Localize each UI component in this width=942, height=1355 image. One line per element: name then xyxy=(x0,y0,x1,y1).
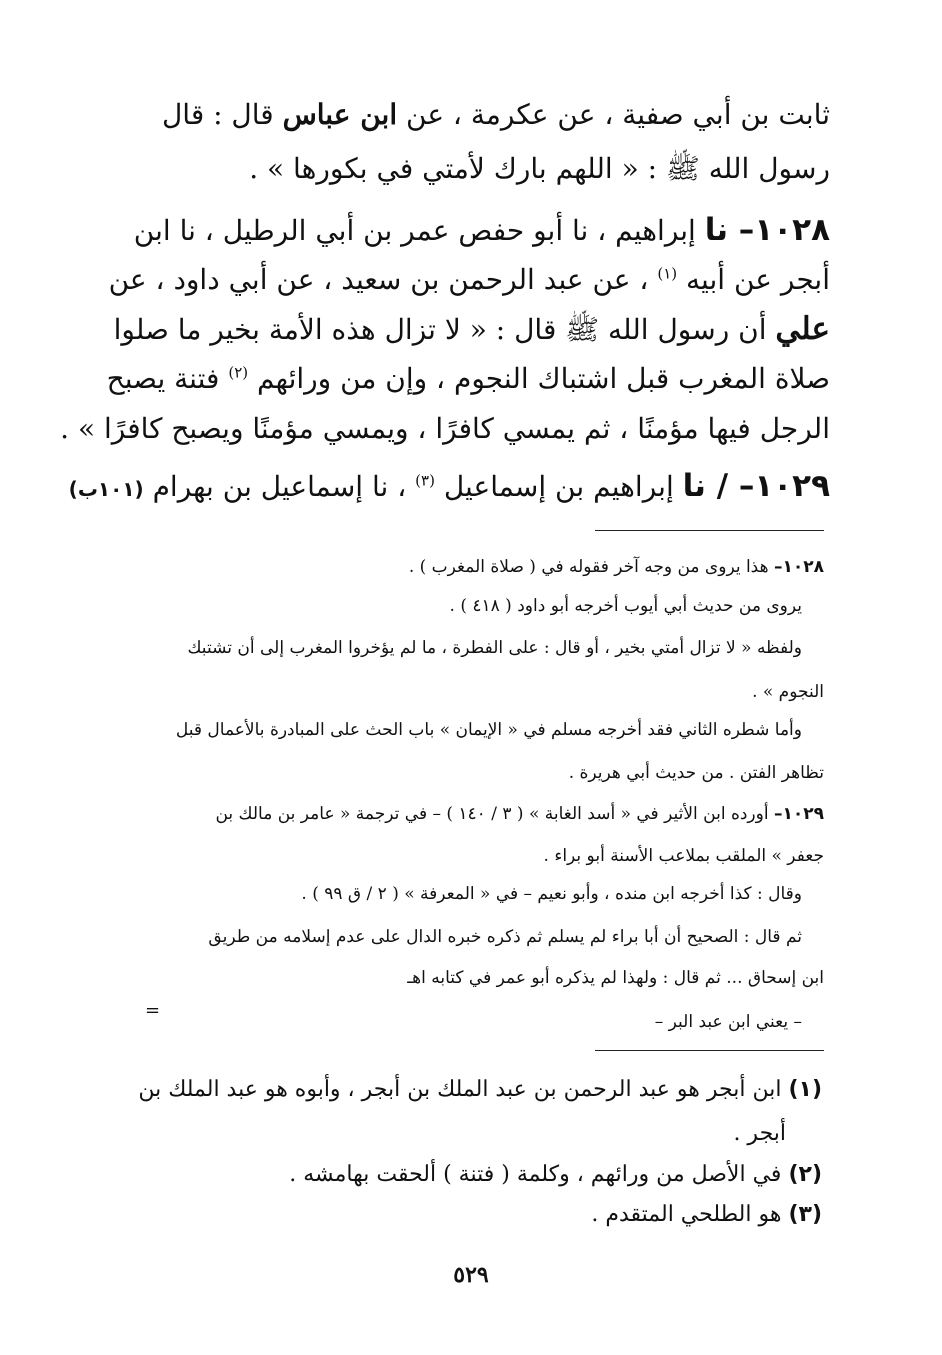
footnotes-divider xyxy=(595,1050,824,1051)
note-line: النجوم » . xyxy=(752,682,824,702)
hadith-1028-heading: ١٠٢٨– نا إبراهيم ، نا أبو حفص عمر بن أبي الرطيل ، نا ابن xyxy=(133,212,830,248)
page-number: ٥٢٩ xyxy=(453,1262,489,1288)
notes-divider xyxy=(595,530,824,531)
note-line: ١٠٢٩– أورده ابن الأثير في « أسد الغابة » ( ٣ / ١٤٠ ) – في ترجمة « عامر بن مالك بن xyxy=(215,804,824,824)
narrator-ibn-abbas: ابن عباس xyxy=(282,98,398,131)
manuscript-folio-marker: (١٠١ب) xyxy=(68,477,144,501)
footnote-3: (٣) هو الطلحي المتقدم . xyxy=(591,1202,822,1227)
note-line: ثم قال : الصحيح أن أبا براء لم يسلم ثم ذكره خبره الدال على عدم إسلامه من طريق xyxy=(208,927,802,947)
main-line-2: رسول الله ﷺ : « اللهم بارك لأمتي في بكورها » . xyxy=(249,152,830,185)
footnote-1-cont: أبجر . xyxy=(733,1121,786,1146)
margin-mark: = xyxy=(145,1000,161,1021)
note-line: يروى من حديث أبي أيوب أخرجه أبو داود ( ٤١٨ ) . xyxy=(449,596,802,616)
main-line-7: الرجل فيها مؤمنًا ، ثم يمسي كافرًا ، ويمسي مؤمنًا ويصبح كافرًا » . xyxy=(60,412,830,445)
footnote-ref-3[interactable]: (٣) xyxy=(415,471,435,490)
hadith-number-1029: ١٠٢٩– / نا xyxy=(682,468,830,504)
note-line: وأما شطره الثاني فقد أخرجه مسلم في « الإيمان » باب الحث على المبادرة بالأعمال قبل xyxy=(175,720,802,740)
hadith-1029-heading: ١٠٢٩– / نا إبراهيم بن إسماعيل $^{(٣)}$ ، نا إسماعيل بن بهرام (١٠١ب) xyxy=(68,468,830,504)
footnote-ref-2[interactable]: (٢) xyxy=(228,363,249,382)
note-line: وقال : كذا أخرجه ابن منده ، وأبو نعيم – في « المعرفة » ( ٢ / ق ٩٩ ) . xyxy=(301,884,802,904)
main-line-1: ثابت بن أبي صفية ، عن عكرمة ، عن ابن عباس قال : قال xyxy=(161,98,830,131)
footnote-1: (١) ابن أبجر هو عبد الرحمن بن عبد الملك بن أبجر ، وأبوه هو عبد الملك بن xyxy=(138,1077,822,1102)
main-line-4: أبجر عن أبيه $^{(١)}$ ، عن عبد الرحمن بن سعيد ، عن أبي داود ، عن xyxy=(108,263,830,296)
footnote-ref-1[interactable]: (١) xyxy=(657,264,678,283)
note-line: ولفظه « لا تزال أمتي بخير ، أو قال : على الفطرة ، ما لم يؤخروا المغرب إلى أن تشتبك xyxy=(187,638,802,658)
note-line: ١٠٢٨– هذا يروى من وجه آخر فقوله في ( صلاة المغرب ) . xyxy=(408,557,824,577)
note-line: تظاهر الفتن . من حديث أبي هريرة . xyxy=(568,763,824,783)
footnote-2: (٢) في الأصل من ورائهم ، وكلمة ( فتنة ) ألحقت بهامشه . xyxy=(289,1162,822,1187)
main-line-6: صلاة المغرب قبل اشتباك النجوم ، وإن من ورائهم $^{(٢)}$ فتنة يصبح xyxy=(106,362,830,395)
note-line: – يعني ابن عبد البر – xyxy=(654,1012,802,1032)
main-line-5: علي أن رسول الله ﷺ قال : « لا تزال هذه الأمة بخير ما صلوا xyxy=(113,311,830,347)
note-line: جعفر » الملقب بملاعب الأسنة أبو براء . xyxy=(543,846,824,866)
note-line: ابن إسحاق ... ثم قال : ولهذا لم يذكره أبو عمر في كتابه اهـ xyxy=(407,968,824,988)
hadith-number-1028: ١٠٢٨– نا xyxy=(704,212,830,248)
narrator-ali: علي xyxy=(775,311,830,347)
